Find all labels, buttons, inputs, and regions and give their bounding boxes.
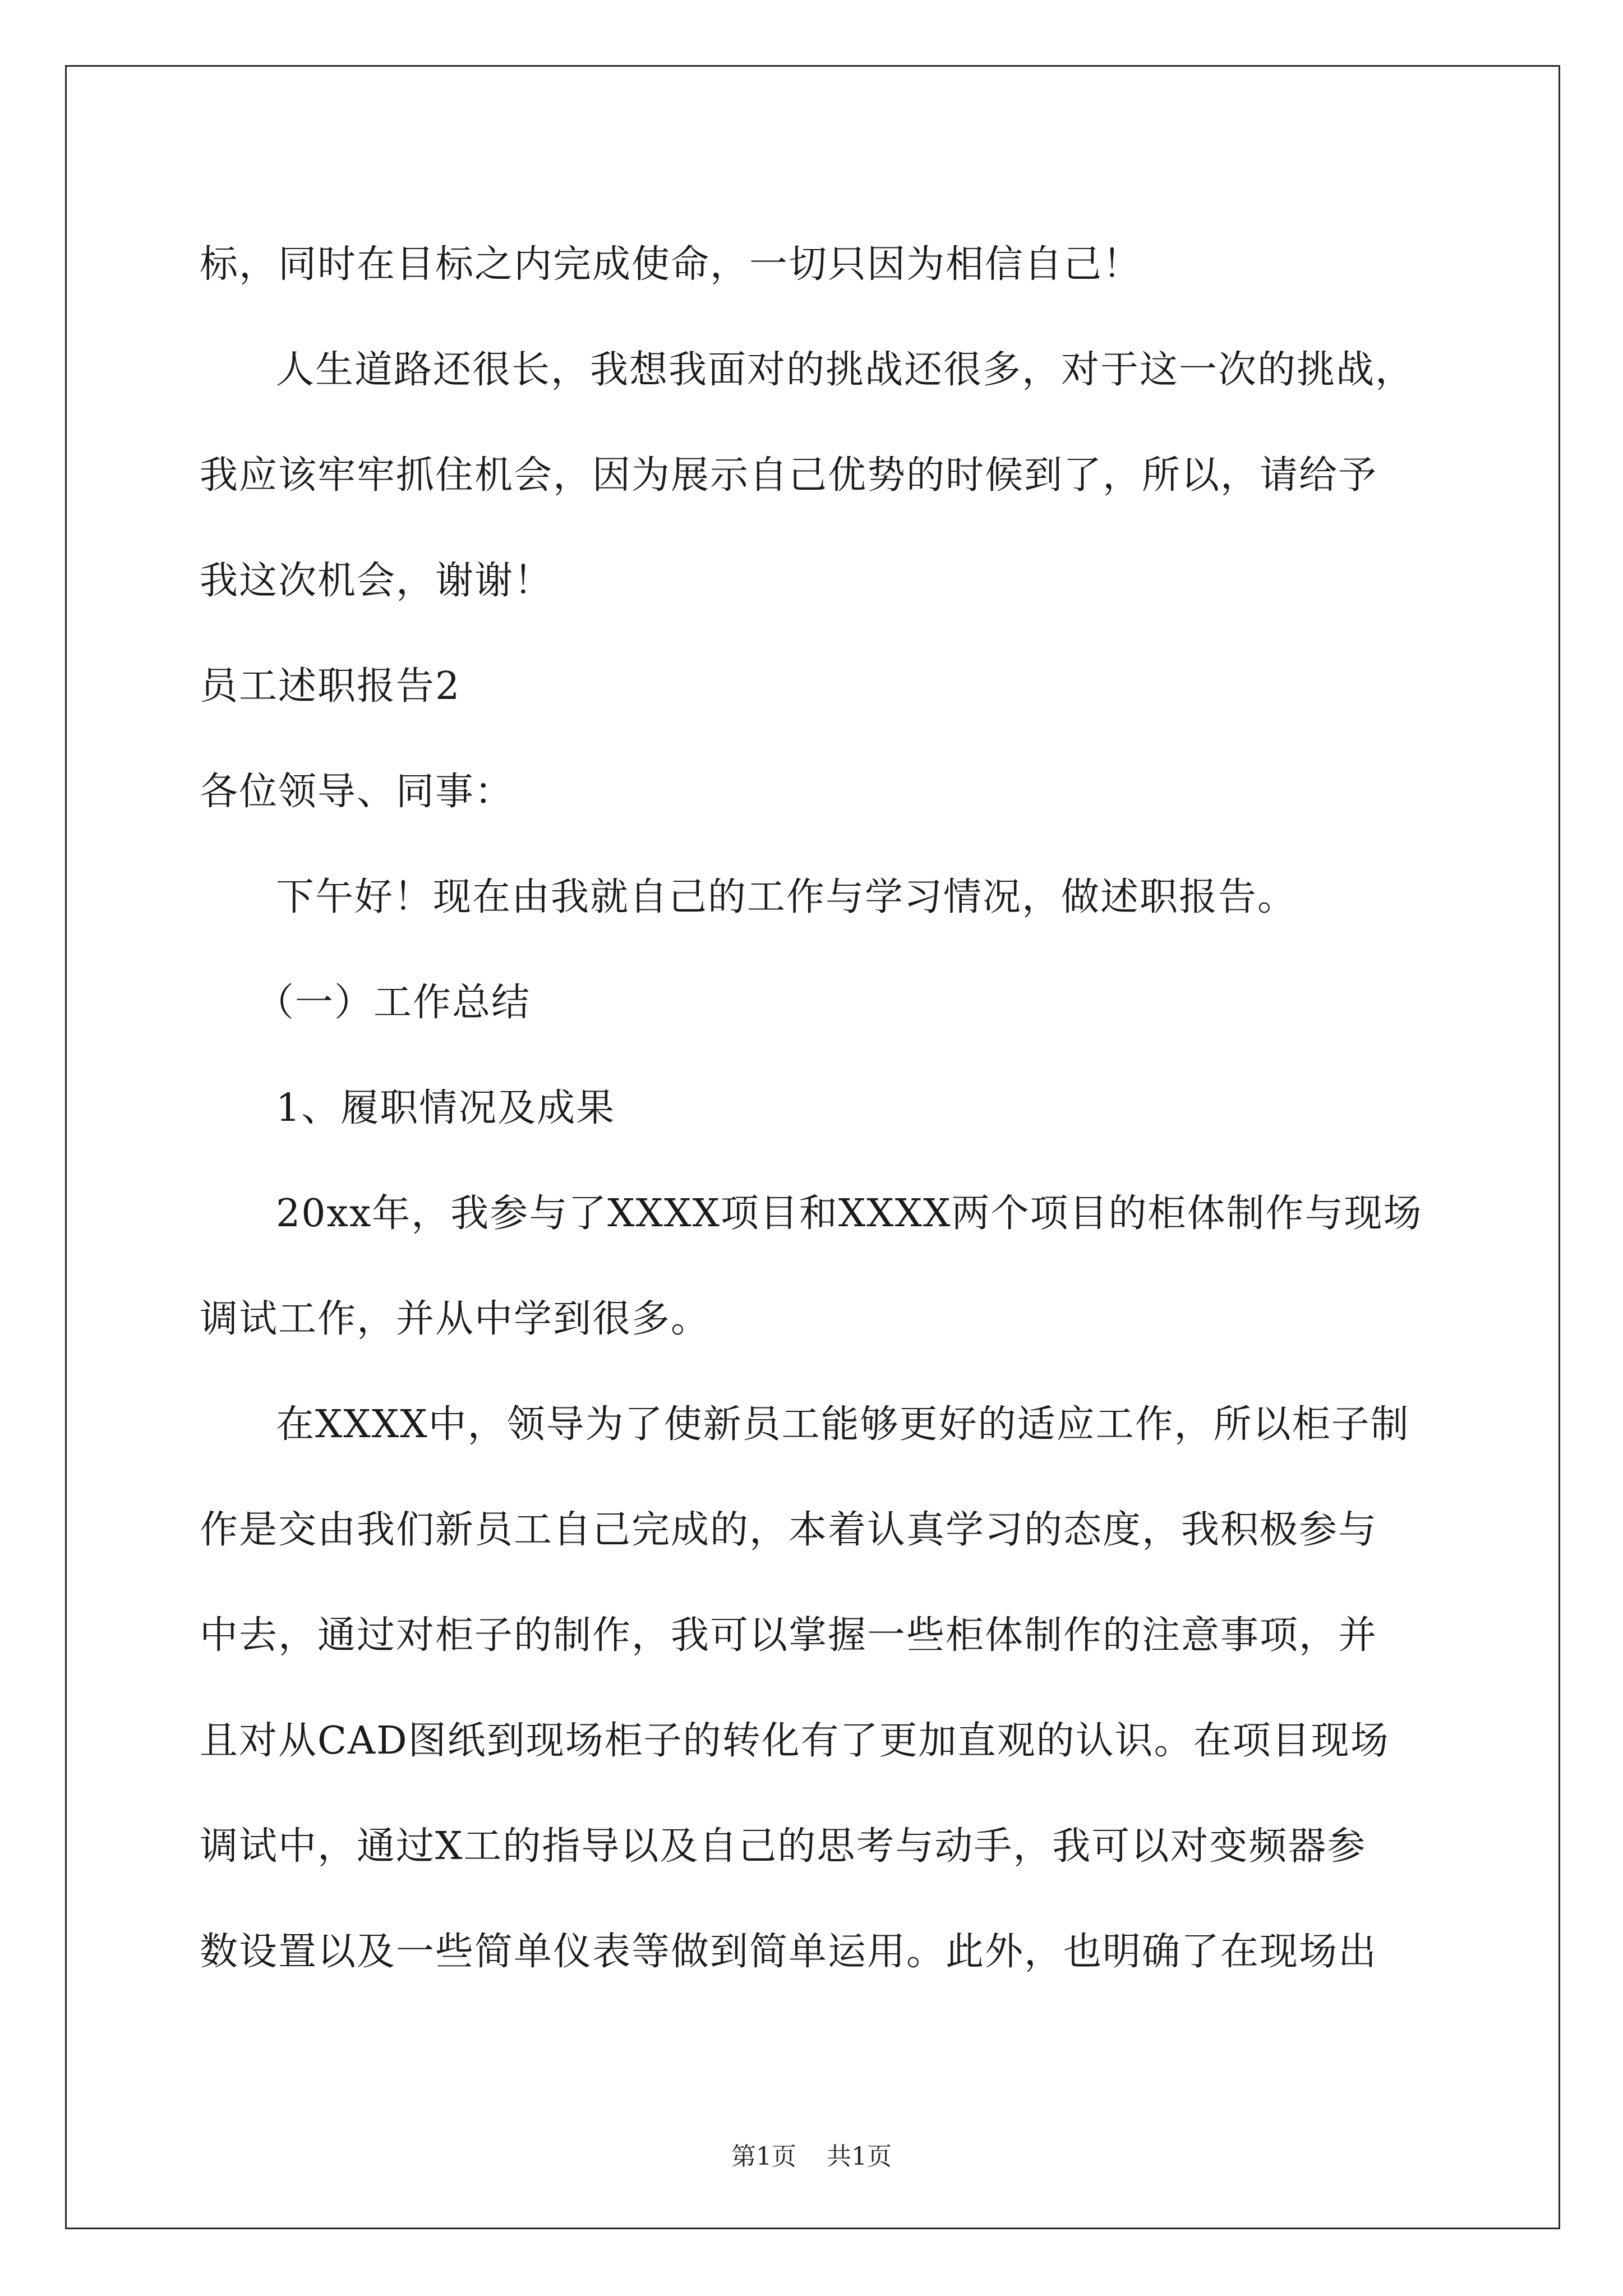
text-line: 作是交由我们新员工自己完成的，本着认真学习的态度，我积极参与 bbox=[200, 1508, 1378, 1552]
page-number: 第1页 bbox=[731, 2142, 796, 2171]
text-line: 人生道路还很长，我想我面对的挑战还很多，对于这一次的挑战， bbox=[276, 348, 1415, 392]
text-line: 下午好！现在由我就自己的工作与学习情况，做述职报告。 bbox=[276, 875, 1297, 919]
page-footer bbox=[0, 2136, 1623, 2172]
text-line: 在XXXX中，领导为了使新员工能够更好的适应工作，所以柜子制 bbox=[276, 1402, 1410, 1447]
subsection-heading: （一）工作总结 bbox=[256, 981, 531, 1025]
text-line: 标，同时在目标之内完成使命，一切只因为相信自己！ bbox=[200, 242, 1142, 287]
salutation: 各位领导、同事： bbox=[200, 770, 514, 814]
text-line: 调试中，通过X工的指导以及自己的思考与动手，我可以对变频器参 bbox=[200, 1824, 1367, 1869]
document-body bbox=[200, 212, 1428, 2005]
text-line: 我这次机会，谢谢！ bbox=[200, 559, 554, 603]
text-line: 20xx年，我参与了XXXX项目和XXXX两个项目的柜体制作与现场 bbox=[276, 1191, 1423, 1236]
text-line: 调试工作，并从中学到很多。 bbox=[200, 1297, 711, 1341]
page-total: 共1页 bbox=[827, 2142, 892, 2171]
section-title: 员工述职报告2 bbox=[200, 664, 461, 708]
text-line: 中去，通过对柜子的制作，我可以掌握一些柜体制作的注意事项，并 bbox=[200, 1613, 1378, 1658]
text-line: 数设置以及一些简单仪表等做到简单运用。此外，也明确了在现场出 bbox=[200, 1930, 1378, 1974]
subsection-heading: 1、履职情况及成果 bbox=[276, 1086, 616, 1130]
text-line: 且对从CAD图纸到现场柜子的转化有了更加直观的认识。在项目现场 bbox=[200, 1719, 1390, 1763]
text-line: 我应该牢牢抓住机会，因为展示自己优势的时候到了，所以，请给予 bbox=[200, 453, 1378, 498]
